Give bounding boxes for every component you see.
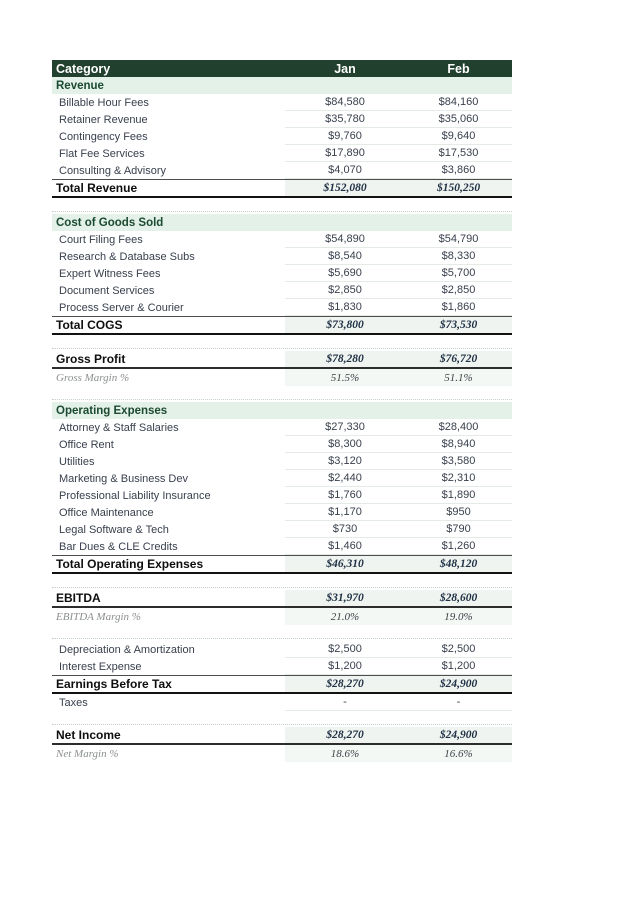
- jan-value: -: [285, 694, 405, 711]
- feb-value: [405, 402, 512, 419]
- row-professional-liability-insurance: [52, 487, 512, 504]
- feb-value: $2,310: [405, 470, 512, 487]
- section-gap: [52, 198, 512, 212]
- row-label: Bar Dues & CLE Credits: [59, 540, 178, 553]
- feb-value: [405, 214, 512, 231]
- feb-value: $48,120: [405, 556, 512, 572]
- jan-value: $1,760: [285, 487, 405, 504]
- feb-value: $28,600: [405, 590, 512, 606]
- row-court-filing-fees: [52, 231, 512, 248]
- row-earnings-before-tax: [52, 675, 512, 694]
- jan-value: $31,970: [285, 590, 405, 606]
- feb-value: $24,900: [405, 727, 512, 743]
- row-contingency-fees: [52, 128, 512, 145]
- row-net-margin: [52, 745, 512, 762]
- row-legal-software-tech: [52, 521, 512, 538]
- jan-value: $1,460: [285, 538, 405, 555]
- jan-value: $2,850: [285, 282, 405, 299]
- feb-value: $150,250: [405, 180, 512, 196]
- feb-value: 16.6%: [405, 745, 512, 762]
- feb-value: $1,860: [405, 299, 512, 316]
- row-ebitda: [52, 590, 512, 608]
- feb-value: [405, 77, 512, 94]
- row-gross-profit: [52, 351, 512, 369]
- row-retainer-revenue: [52, 111, 512, 128]
- jan-value: $1,200: [285, 658, 405, 675]
- row-label: Gross Margin %: [56, 371, 130, 384]
- jan-value: $9,760: [285, 128, 405, 145]
- row-label: Flat Fee Services: [59, 147, 145, 160]
- jan-value: $46,310: [285, 556, 405, 572]
- row-label: Retainer Revenue: [59, 113, 148, 126]
- feb-value: $950: [405, 504, 512, 521]
- row-label: Total COGS: [56, 318, 123, 332]
- row-label: Revenue: [56, 79, 104, 92]
- row-net-income: [52, 727, 512, 745]
- feb-value: $5,700: [405, 265, 512, 282]
- section-gap: [52, 574, 512, 588]
- feb-value: $2,850: [405, 282, 512, 299]
- jan-value: $152,080: [285, 180, 405, 196]
- row-operating-expenses: [52, 402, 512, 419]
- column-header-category: Category: [56, 61, 111, 76]
- row-label: Legal Software & Tech: [59, 523, 169, 536]
- feb-value: $73,530: [405, 317, 512, 333]
- section-gap: [52, 335, 512, 349]
- row-office-maintenance: [52, 504, 512, 521]
- row-label: Cost of Goods Sold: [56, 216, 164, 229]
- jan-value: [285, 214, 405, 231]
- jan-value: [285, 77, 405, 94]
- jan-value: $54,890: [285, 231, 405, 248]
- row-bar-dues-cle-credits: [52, 538, 512, 555]
- feb-value: -: [405, 694, 512, 711]
- row-label: Marketing & Business Dev: [59, 472, 188, 485]
- row-label: Office Rent: [59, 438, 114, 451]
- row-label: Professional Liability Insurance: [59, 489, 211, 502]
- row-label: Total Operating Expenses: [56, 557, 204, 571]
- row-consulting-advisory: [52, 162, 512, 179]
- feb-value: $3,860: [405, 162, 512, 179]
- row-attorney-staff-salaries: [52, 419, 512, 436]
- report-rows: [52, 77, 512, 762]
- jan-value: $35,780: [285, 111, 405, 128]
- feb-value: 19.0%: [405, 608, 512, 625]
- row-cost-of-goods-sold: [52, 214, 512, 231]
- jan-value: $28,270: [285, 676, 405, 692]
- feb-value: $24,900: [405, 676, 512, 692]
- row-utilities: [52, 453, 512, 470]
- row-gross-margin: [52, 369, 512, 386]
- section-gap: [52, 625, 512, 639]
- jan-value: 51.5%: [285, 369, 405, 386]
- row-office-rent: [52, 436, 512, 453]
- row-document-services: [52, 282, 512, 299]
- feb-value: 51.1%: [405, 369, 512, 386]
- jan-value: $5,690: [285, 265, 405, 282]
- jan-value: $4,070: [285, 162, 405, 179]
- row-label: Taxes: [59, 696, 88, 709]
- row-label: EBITDA Margin %: [56, 610, 141, 623]
- row-taxes: [52, 694, 512, 711]
- row-label: Depreciation & Amortization: [59, 643, 195, 656]
- feb-value: $790: [405, 521, 512, 538]
- jan-value: $2,440: [285, 470, 405, 487]
- feb-value: $1,200: [405, 658, 512, 675]
- column-header-jan: Jan: [334, 61, 356, 76]
- jan-value: $2,500: [285, 641, 405, 658]
- feb-value: $8,940: [405, 436, 512, 453]
- column-header-feb: Feb: [447, 61, 470, 76]
- row-label: Expert Witness Fees: [59, 267, 161, 280]
- jan-value: [285, 402, 405, 419]
- row-label: Document Services: [59, 284, 155, 297]
- feb-value: $84,160: [405, 94, 512, 111]
- row-label: Earnings Before Tax: [56, 677, 172, 691]
- section-gap: [52, 386, 512, 400]
- row-marketing-business-dev: [52, 470, 512, 487]
- jan-value: $73,800: [285, 317, 405, 333]
- row-label: Gross Profit: [56, 352, 126, 366]
- row-label: Contingency Fees: [59, 130, 148, 143]
- row-label: Operating Expenses: [56, 404, 168, 417]
- row-research-database-subs: [52, 248, 512, 265]
- feb-value: $35,060: [405, 111, 512, 128]
- row-label: Court Filing Fees: [59, 233, 143, 246]
- row-label: EBITDA: [56, 591, 101, 605]
- section-gap: [52, 711, 512, 725]
- row-total-cogs: [52, 316, 512, 335]
- row-flat-fee-services: [52, 145, 512, 162]
- jan-value: $1,830: [285, 299, 405, 316]
- jan-value: $17,890: [285, 145, 405, 162]
- row-label: Utilities: [59, 455, 95, 468]
- row-interest-expense: [52, 658, 512, 675]
- jan-value: 21.0%: [285, 608, 405, 625]
- row-label: Interest Expense: [59, 660, 142, 673]
- row-label: Research & Database Subs: [59, 250, 195, 263]
- jan-value: $3,120: [285, 453, 405, 470]
- feb-value: $3,580: [405, 453, 512, 470]
- row-process-server-courier: [52, 299, 512, 316]
- row-total-revenue: [52, 179, 512, 198]
- income-statement-table: [52, 60, 512, 762]
- jan-value: $28,270: [285, 727, 405, 743]
- row-label: Net Income: [56, 728, 121, 742]
- row-label: Net Margin %: [56, 747, 119, 760]
- jan-value: $1,170: [285, 504, 405, 521]
- jan-value: $84,580: [285, 94, 405, 111]
- feb-value: $8,330: [405, 248, 512, 265]
- row-label: Consulting & Advisory: [59, 164, 166, 177]
- feb-value: $76,720: [405, 351, 512, 367]
- feb-value: $9,640: [405, 128, 512, 145]
- row-ebitda-margin: [52, 608, 512, 625]
- feb-value: $1,890: [405, 487, 512, 504]
- row-billable-hour-fees: [52, 94, 512, 111]
- jan-value: $27,330: [285, 419, 405, 436]
- jan-value: $78,280: [285, 351, 405, 367]
- row-total-operating-expenses: [52, 555, 512, 574]
- jan-value: $8,540: [285, 248, 405, 265]
- feb-value: $17,530: [405, 145, 512, 162]
- feb-value: $1,260: [405, 538, 512, 555]
- row-label: Billable Hour Fees: [59, 96, 149, 109]
- row-label: Process Server & Courier: [59, 301, 184, 314]
- feb-value: $28,400: [405, 419, 512, 436]
- jan-value: $730: [285, 521, 405, 538]
- jan-value: 18.6%: [285, 745, 405, 762]
- feb-value: $54,790: [405, 231, 512, 248]
- row-label: Attorney & Staff Salaries: [59, 421, 179, 434]
- row-label: Office Maintenance: [59, 506, 154, 519]
- table-header-row: [52, 60, 512, 77]
- jan-value: $8,300: [285, 436, 405, 453]
- row-revenue: [52, 77, 512, 94]
- row-expert-witness-fees: [52, 265, 512, 282]
- row-label: Total Revenue: [56, 181, 138, 195]
- row-depreciation-amortization: [52, 641, 512, 658]
- feb-value: $2,500: [405, 641, 512, 658]
